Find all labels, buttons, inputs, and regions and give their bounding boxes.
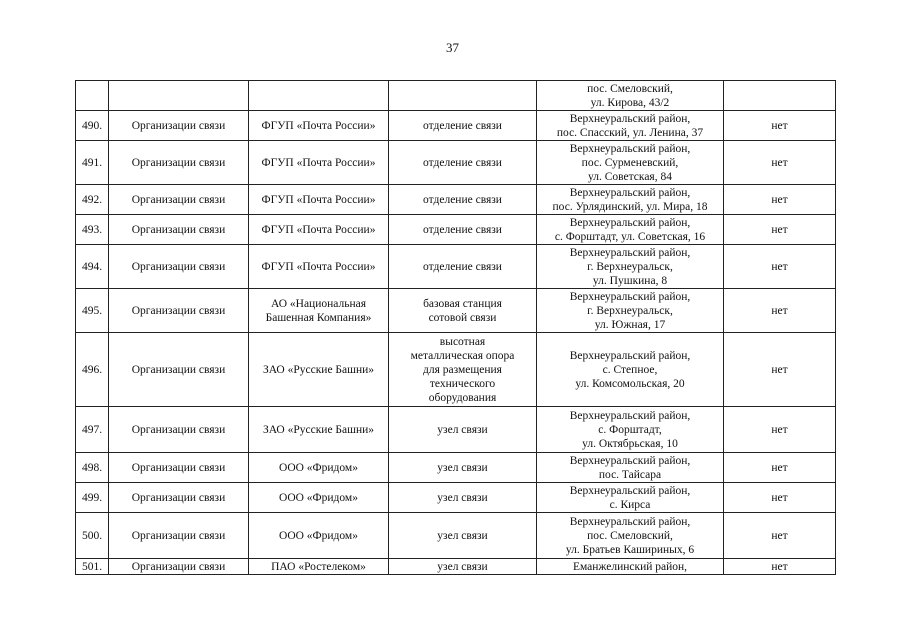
cell-category: Организации связи (109, 141, 249, 185)
table-row (76, 333, 836, 407)
cell-note: нет (724, 453, 836, 483)
cell-address: Верхнеуральский район, пос. Урлядинский, ул. Мира, 18 (537, 185, 724, 215)
table-row (76, 483, 836, 513)
cell-org: ФГУП «Почта России» (249, 141, 389, 185)
page-number: 37 (446, 40, 459, 55)
cell-category: Организации связи (109, 215, 249, 245)
cell-address: Верхнеуральский район, с. Степное, ул. Комсомольская, 20 (537, 333, 724, 407)
cell-object: узел связи (389, 407, 537, 453)
cell-address: Верхнеуральский район, г. Верхнеуральск, ул. Южная, 17 (537, 289, 724, 333)
cell-category: Организации связи (109, 333, 249, 407)
cell-object: отделение связи (389, 185, 537, 215)
cell-object: узел связи (389, 559, 537, 575)
table-row (76, 559, 836, 575)
cell-address: Верхнеуральский район, пос. Тайсара (537, 453, 724, 483)
cell-address: Верхнеуральский район, пос. Смеловский, ул. Братьев Кашириных, 6 (537, 513, 724, 559)
cell-address: пос. Смеловский, ул. Кирова, 43/2 (537, 81, 724, 111)
cell-org: ЗАО «Русские Башни» (249, 333, 389, 407)
cell-org: ФГУП «Почта России» (249, 215, 389, 245)
cell-org: ООО «Фридом» (249, 453, 389, 483)
cell-note: нет (724, 245, 836, 289)
cell-num: 492. (76, 185, 109, 215)
cell-num: 498. (76, 453, 109, 483)
cell-category: Организации связи (109, 407, 249, 453)
cell-org: ФГУП «Почта России» (249, 185, 389, 215)
cell-category: Организации связи (109, 185, 249, 215)
cell-num: 500. (76, 513, 109, 559)
cell-object: отделение связи (389, 141, 537, 185)
cell-category: Организации связи (109, 559, 249, 575)
table-row-continuation (76, 81, 836, 111)
cell-num: 499. (76, 483, 109, 513)
table-row (76, 111, 836, 141)
cell-object: узел связи (389, 453, 537, 483)
cell-num: 501. (76, 559, 109, 575)
cell-category: Организации связи (109, 483, 249, 513)
cell-note: нет (724, 111, 836, 141)
cell-org: ФГУП «Почта России» (249, 245, 389, 289)
cell-note: нет (724, 333, 836, 407)
cell-org: ПАО «Ростелеком» (249, 559, 389, 575)
cell-category (109, 81, 249, 111)
table-row (76, 289, 836, 333)
document-table (75, 80, 836, 575)
cell-address: Верхнеуральский район, пос. Спасский, ул. Ленина, 37 (537, 111, 724, 141)
cell-org: ЗАО «Русские Башни» (249, 407, 389, 453)
cell-category: Организации связи (109, 453, 249, 483)
table-row (76, 215, 836, 245)
cell-note: нет (724, 185, 836, 215)
cell-category: Организации связи (109, 513, 249, 559)
cell-note: нет (724, 559, 836, 575)
cell-org: ООО «Фридом» (249, 483, 389, 513)
cell-note: нет (724, 141, 836, 185)
cell-num: 493. (76, 215, 109, 245)
cell-object: узел связи (389, 483, 537, 513)
cell-num: 497. (76, 407, 109, 453)
cell-object (389, 81, 537, 111)
cell-category: Организации связи (109, 289, 249, 333)
cell-object: базовая станция сотовой связи (389, 289, 537, 333)
cell-address: Верхнеуральский район, с. Форштадт, ул. Октябрьская, 10 (537, 407, 724, 453)
cell-org: ООО «Фридом» (249, 513, 389, 559)
cell-note: нет (724, 289, 836, 333)
cell-note: нет (724, 215, 836, 245)
table-row (76, 453, 836, 483)
cell-num: 491. (76, 141, 109, 185)
cell-org: ФГУП «Почта России» (249, 111, 389, 141)
cell-num: 494. (76, 245, 109, 289)
cell-note: нет (724, 513, 836, 559)
cell-num (76, 81, 109, 111)
cell-num: 490. (76, 111, 109, 141)
cell-object: высотная металлическая опора для размещения технического оборудования (389, 333, 537, 407)
cell-num: 496. (76, 333, 109, 407)
cell-object: узел связи (389, 513, 537, 559)
cell-address: Верхнеуральский район, г. Верхнеуральск, ул. Пушкина, 8 (537, 245, 724, 289)
cell-note: нет (724, 483, 836, 513)
table-row (76, 245, 836, 289)
cell-object: отделение связи (389, 215, 537, 245)
cell-category: Организации связи (109, 111, 249, 141)
cell-object: отделение связи (389, 245, 537, 289)
cell-address: Верхнеуральский район, пос. Сурменевский, ул. Советская, 84 (537, 141, 724, 185)
cell-category: Организации связи (109, 245, 249, 289)
cell-address: Верхнеуральский район, с. Форштадт, ул. Советская, 16 (537, 215, 724, 245)
cell-num: 495. (76, 289, 109, 333)
cell-object: отделение связи (389, 111, 537, 141)
table-row (76, 141, 836, 185)
cell-address: Еманжелинский район, (537, 559, 724, 575)
cell-address: Верхнеуральский район, с. Кирса (537, 483, 724, 513)
cell-note (724, 81, 836, 111)
cell-org (249, 81, 389, 111)
cell-org: АО «Национальная Башенная Компания» (249, 289, 389, 333)
table-row (76, 407, 836, 453)
cell-note: нет (724, 407, 836, 453)
table-row (76, 185, 836, 215)
table-row (76, 513, 836, 559)
